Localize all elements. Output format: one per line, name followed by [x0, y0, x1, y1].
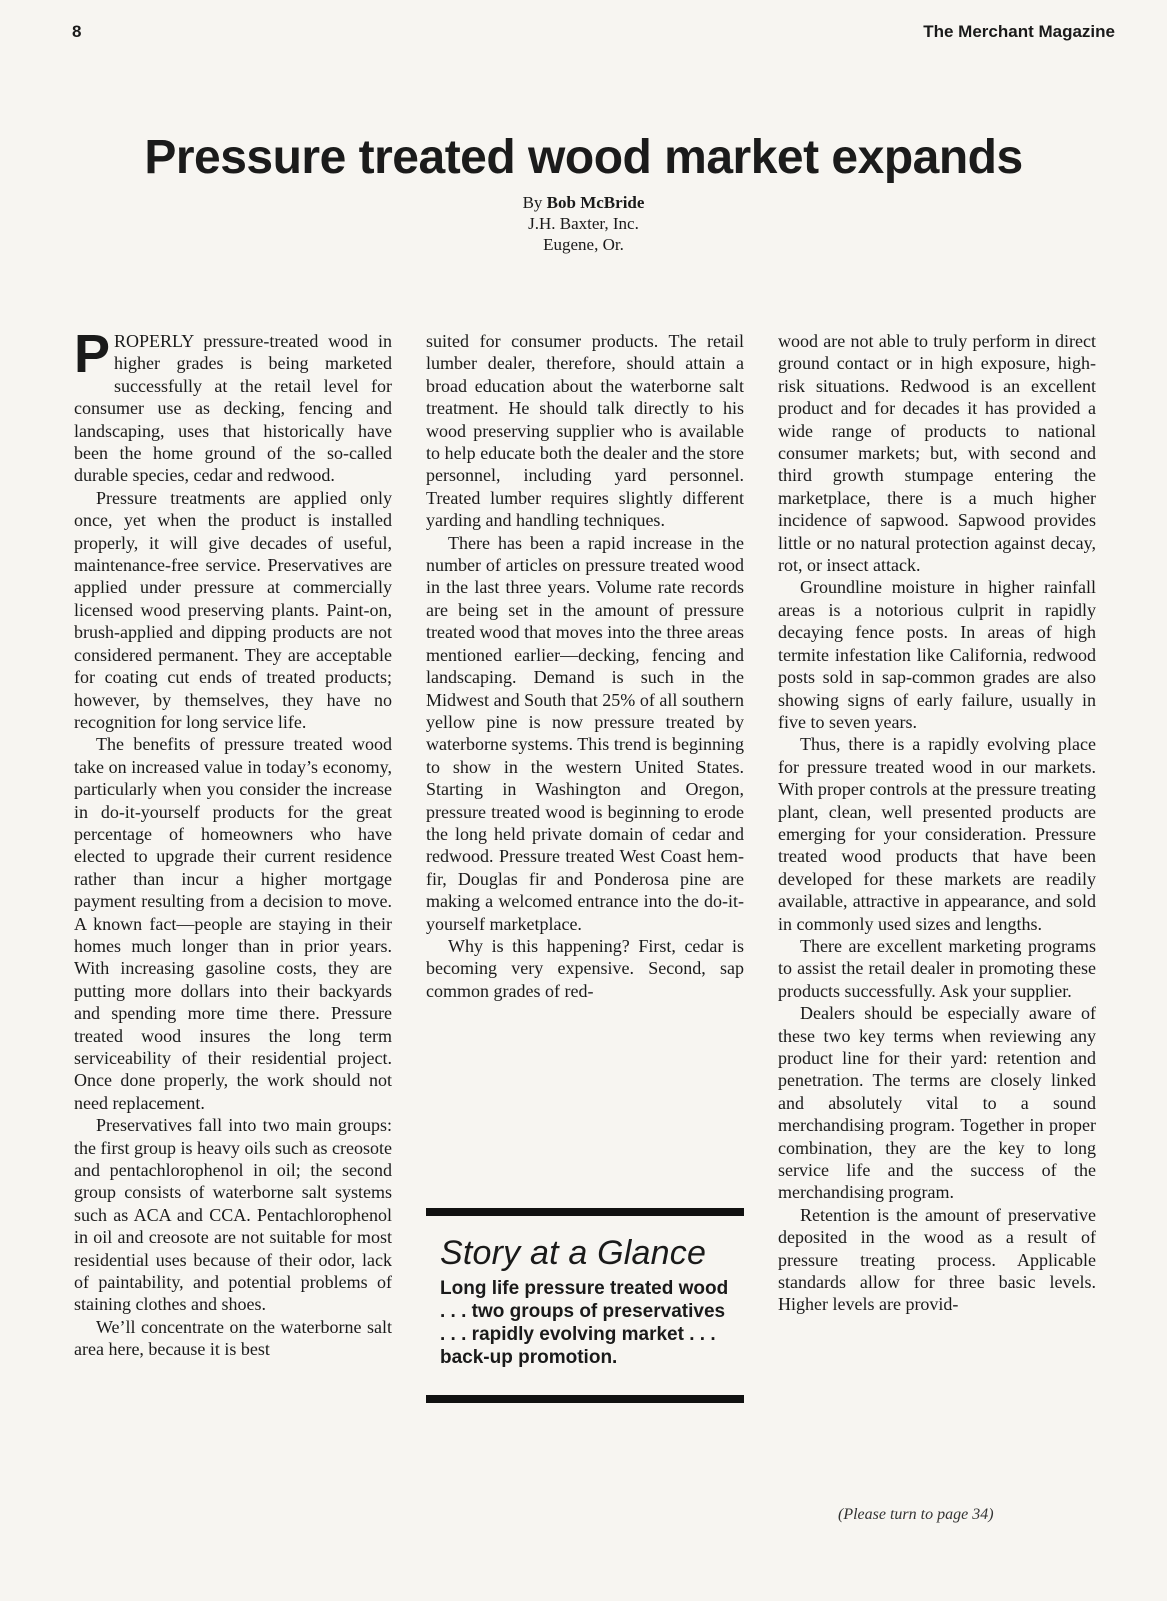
article-paragraph: The benefits of pressure treated wood take on increased value in today’s economy, particularly when you consider the increase in do-it-yourself products for the great percentage of homeowners who have elected to upgrade their current residence rather than incur a higher mortgage payment resulting from a decision to move. A known fact—people are staying in their homes much longer than in prior years. With increasing gasoline costs, they are putting more dollars into their backyards and spending more time there. Pressure treated wood insures the long term serviceability of their residential project. Once done properly, the work should not need replacement. — [74, 734, 392, 1113]
page-header — [72, 18, 1115, 44]
byline — [0, 192, 1167, 255]
story-at-a-glance-box — [426, 1208, 744, 1403]
author-location: Eugene, Or. — [543, 235, 624, 254]
article-title: Pressure treated wood market expands — [144, 131, 1023, 184]
article-paragraph: Pressure treatments are applied only once, yet when the product is installed properly, it will give decades of useful, maintenance-free service. Preservatives are applied under pressure at commercially licensed wood preserving plants. Paint-on, brush-applied and dipping products are not considered permanent. They are acceptable for coating cut ends of treated products; however, by themselves, they have no recognition for long service life. — [74, 487, 392, 732]
glance-bottom-rule — [426, 1395, 744, 1403]
article-paragraph: There are excellent marketing programs to assist the retail dealer in promoting these products successfully. Ask your supplier. — [778, 935, 1096, 1001]
page-number: 8 — [72, 22, 82, 41]
article-column-1 — [74, 324, 392, 1361]
article-paragraph: Why is this happening? First, cedar is becoming very expensive. Second, sap common grades of red- — [426, 935, 744, 1001]
article-column-2 — [426, 330, 744, 1002]
article-paragraph: We’ll concentrate on the waterborne salt area here, because it is best — [74, 1316, 392, 1360]
author-company: J.H. Baxter, Inc. — [528, 214, 639, 233]
glance-top-rule — [426, 1208, 744, 1216]
article-paragraph-continued: suited for consumer products. The retail lumber dealer, therefore, should attain a broad education about the waterborne salt treatment. He should talk directly to his wood preserving supplier who is available to help educate both the dealer and the store personnel, including yard personnel. Treated lumber requires slightly different yarding and handling techniques. — [426, 331, 744, 531]
article-paragraph: Groundline moisture in higher rainfall areas is a notorious culprit in rapidly decaying fence posts. In areas of high termite infestation like California, redwood posts sold in sap-common grades are also showing signs of early failure, usually in five to seven years. — [778, 577, 1096, 732]
byline-prefix: By — [522, 193, 547, 212]
article-paragraph: Thus, there is a rapidly evolving place for pressure treated wood in our markets. With proper controls at the pressure treating plant, clean, well presented products are emerging for your consideration. Pressure treated wood products that have been developed for these markets are readily available, attractive in appearance, and sold in commonly used sizes and lengths. — [778, 734, 1096, 934]
article-column-3 — [778, 330, 1096, 1316]
drop-cap: P — [74, 324, 111, 384]
magazine-name: The Merchant Magazine — [923, 22, 1115, 41]
author-name: Bob McBride — [546, 193, 645, 212]
article-paragraph: Preservatives fall into two main groups: the first group is heavy oils such as creosote and pentachlorophenol in oil; the second group consists of waterborne salt systems such as ACA and CCA. Pentachlorophenol in oil and creosote are not suitable for most residential uses because of their odor, lack of paintability, and potential problems of staining clothes and shoes. — [74, 1115, 392, 1315]
continued-on-page-note: (Please turn to page 34) — [838, 1506, 994, 1523]
article-paragraph: Retention is the amount of preservative deposited in the wood as a result of pressure treating process. Applicable standards allow for three basic levels. Higher levels are provid- — [778, 1204, 1096, 1315]
byline-author-line — [0, 192, 1167, 213]
glance-title: Story at a Glance — [440, 1234, 707, 1272]
glance-summary: Long life pressure treated wood . . . two groups of preservatives . . . rapidly evolving market . . . back-up promotion. — [440, 1278, 729, 1368]
article-paragraph-continued: wood are not able to truly perform in direct ground contact or in high exposure, high-risk situations. Redwood is an excellent product and for decades it has provided a wide range of products to national consumer markets; but, with second and third growth stumpage entering the marketplace, there is a much higher incidence of sapwood. Sapwood provides little or no natural protection against decay, rot, or insect attack. — [778, 331, 1096, 576]
article-paragraph: There has been a rapid increase in the number of articles on pressure treated wood in the last three years. Volume rate records are being set in the amount of pressure treated wood that moves into the three areas mentioned earlier—decking, fencing and landscaping. Demand is such in the Midwest and South that 25% of all southern yellow pine is now pressure treated by waterborne systems. This trend is beginning to show in the western United States. Starting in Washington and Oregon, pressure treated wood is beginning to erode the long held private domain of cedar and redwood. Pressure treated West Coast hem-fir, Douglas fir and Ponderosa pine are making a welcomed entrance into the do-it-yourself marketplace. — [426, 532, 744, 934]
article-paragraph — [74, 324, 392, 487]
paragraph-text: ROPERLY pressure-treated wood in higher grades is being marketed successfully at the retail level for consumer use as decking, fencing and landscaping, uses that historically have been the home ground of the so-called durable species, cedar and redwood. — [74, 331, 392, 486]
article-paragraph: Dealers should be especially aware of these two key terms when reviewing any product line for their yard: retention and penetration. The terms are closely linked and absolutely vital to a sound merchandising program. Together in proper combination, they are the key to long service life and the success of the merchandising program. — [778, 1003, 1096, 1203]
